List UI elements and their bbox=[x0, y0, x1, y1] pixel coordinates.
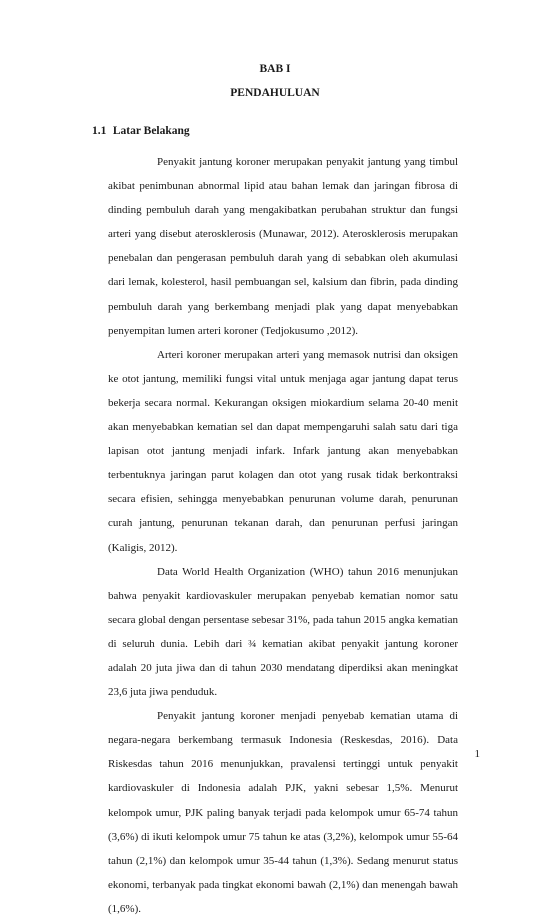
paragraph: Arteri koroner merupakan arteri yang memasok nutrisi dan oksigen ke otot jantung, memiliki fungsi vital untuk menjaga agar jantung dapat terus bekerja secara normal. Kekurangan oksigen miokardium selama 20-40 menit akan menyebabkan kematian sel dan dapat mempengaruhi salah satu dari tiga lapisan otot jantung menjadi infark. Infark jantung akan menyebabkan terbentuknya jaringan parut kolagen dan otot yang rusak tidak berkontraksi secara efisien, sehingga menyebabkan penurunan volume darah, penurunan curah jantung, penurunan tekanan darah, dan penurunan perfusi jaringan (Kaligis, 2012). bbox=[108, 348, 458, 554]
paragraph: Penyakit jantung koroner merupakan penyakit jantung yang timbul akibat penimbunan abnormal lipid atau bahan lemak dan jaringan fibrosa di dinding pembuluh darah yang mengakibatkan perubahan struktur dan fungsi arteri yang disebut aterosklerosis (Munawar, 2012). Aterosklerosis merupakan penebalan dan pengerasan pembuluh darah yang di sebabkan oleh akumulasi dari lemak, kolesterol, hasil pembuangan sel, kalsium dan fibrin, pada dinding pembuluh darah yang berkembang menjadi plak yang dapat menyebabkan penyempitan lumen arteri koroner (Tedjokusumo ,2012). bbox=[108, 156, 458, 337]
page-number: 1 bbox=[474, 748, 480, 760]
section-number: 1.1 bbox=[92, 125, 107, 137]
section-heading bbox=[92, 125, 190, 137]
chapter-subtitle: PENDAHULUAN bbox=[230, 87, 320, 99]
paragraph: Data World Health Organization (WHO) tahun 2016 menunjukan bahwa penyakit kardiovaskuler merupakan penyebab kematian nomor satu secara global dengan persentase sebesar 31%, pada tahun 2015 angka kematian di seluruh dunia. Lebih dari ¾ kematian akibat penyakit jantung koroner adalah 20 juta jiwa dan di tahun 2030 mendatang diperdiksi akan meningkat 23,6 juta jiwa penduduk. bbox=[108, 565, 458, 699]
chapter-title: BAB I bbox=[259, 63, 291, 75]
body-text bbox=[108, 150, 458, 921]
section-title: Latar Belakang bbox=[112, 125, 190, 137]
paragraph: Penyakit jantung koroner menjadi penyebab kematian utama di negara-negara berkembang termasuk Indonesia (Reskesdas, 2016). Data Riskesdas tahun 2016 menunjukkan, pravalensi tertinggi untuk penyakit kardiovaskuler di Indonesia adalah PJK, yakni sebesar 1,5%. Menurut kelompok umur, PJK paling banyak terjadi pada kelompok umur 65-74 tahun (3,6%) di ikuti kelompok umur 75 tahun ke atas (3,2%), kelompok umur 55-64 tahun (2,1%) dan kelompok umur 35-44 tahun (1,3%). Sedang menurut status ekonomi, terbanyak pada tingkat ekonomi bawah (2,1%) dan menengah bawah (1,6%). bbox=[108, 710, 458, 915]
